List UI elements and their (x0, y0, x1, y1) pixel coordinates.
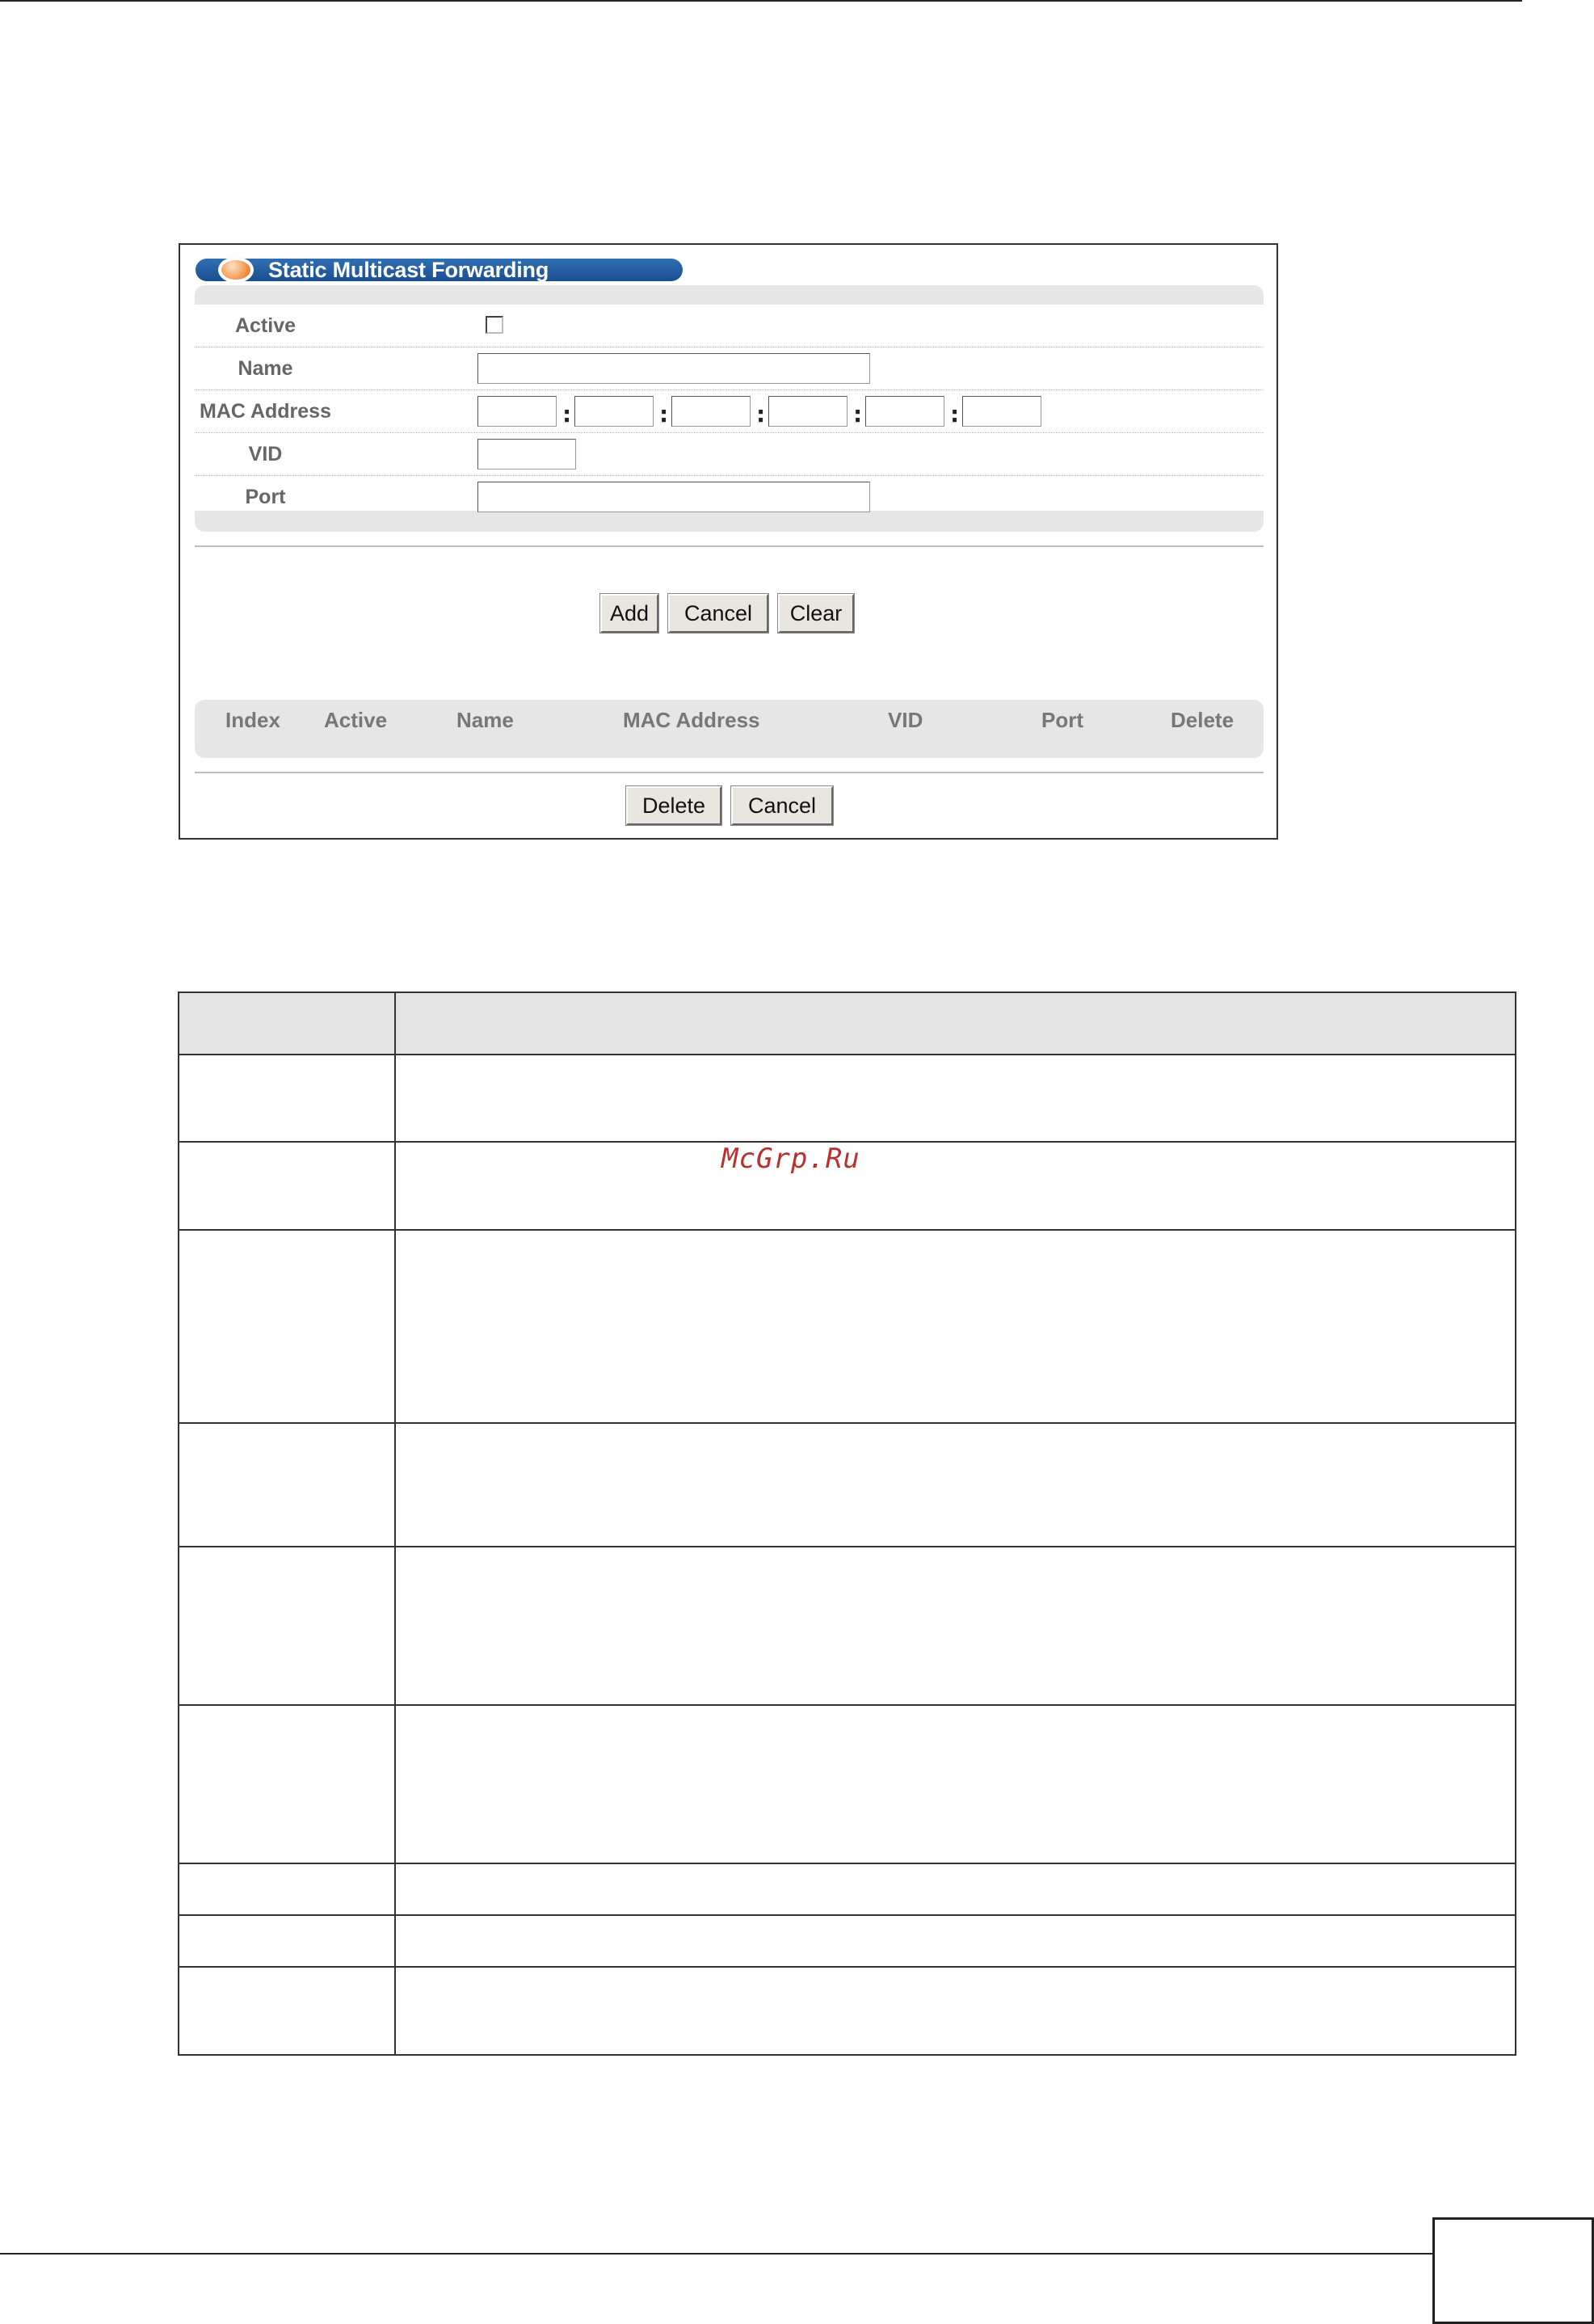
row-divider (179, 1422, 1515, 1424)
col-mac-address: MAC Address (623, 708, 760, 732)
col-vid: VID (888, 708, 923, 732)
row-active (195, 305, 1264, 347)
name-label: Name (238, 357, 293, 380)
clear-button[interactable]: Clear (778, 594, 854, 633)
row-divider (179, 1914, 1515, 1916)
row-port (195, 476, 1264, 519)
row-divider (179, 1863, 1515, 1864)
active-label: Active (234, 314, 297, 337)
row-divider (179, 1704, 1515, 1706)
row-mac (195, 390, 1264, 433)
port-input[interactable] (477, 482, 870, 512)
mac-separator: : (659, 401, 669, 427)
panel-title-bar (196, 259, 683, 281)
divider (195, 772, 1264, 773)
row-vid (195, 433, 1264, 476)
static-multicast-forwarding-screen (179, 243, 1278, 840)
vid-input[interactable] (477, 439, 576, 469)
mac-separator: : (562, 401, 572, 427)
form-panel (195, 285, 1264, 532)
col-active: Active (324, 708, 388, 732)
mac-octet-3-input[interactable] (671, 396, 751, 427)
orb-icon (218, 257, 254, 283)
page-number-box (1432, 2217, 1594, 2324)
cancel-delete-button[interactable]: Cancel (731, 786, 833, 825)
col-port: Port (1041, 708, 1083, 732)
row-divider (179, 1229, 1515, 1231)
name-input[interactable] (477, 353, 870, 384)
watermark-text: McGrp.Ru (721, 1143, 860, 1175)
list-header (195, 700, 1264, 758)
header-rule (0, 0, 1522, 2)
mac-octet-4-input[interactable] (768, 396, 847, 427)
footer-rule (0, 2253, 1432, 2255)
mac-separator: : (756, 401, 766, 427)
mac-octet-5-input[interactable] (865, 396, 944, 427)
mac-separator: : (853, 401, 863, 427)
cancel-button[interactable]: Cancel (668, 594, 768, 633)
row-divider (179, 1966, 1515, 1968)
mac-octet-2-input[interactable] (574, 396, 654, 427)
mac-octet-6-input[interactable] (962, 396, 1041, 427)
active-checkbox[interactable] (486, 316, 503, 334)
panel-title: Static Multicast Forwarding (268, 258, 549, 282)
column-divider (394, 993, 396, 2054)
mac-separator: : (950, 401, 960, 427)
col-delete: Delete (1171, 708, 1234, 732)
delete-button[interactable]: Delete (626, 786, 721, 825)
add-button[interactable]: Add (600, 594, 658, 633)
table-header-row (179, 993, 1515, 1055)
row-name (195, 347, 1264, 390)
form-fields (195, 305, 1264, 511)
mac-address-label: MAC Address (200, 400, 331, 423)
mac-octet-1-input[interactable] (477, 396, 557, 427)
col-index: Index (225, 708, 280, 732)
vid-label: VID (248, 443, 283, 465)
row-divider (179, 1546, 1515, 1547)
divider (195, 545, 1264, 547)
port-label: Port (245, 486, 286, 508)
col-name: Name (456, 708, 514, 732)
